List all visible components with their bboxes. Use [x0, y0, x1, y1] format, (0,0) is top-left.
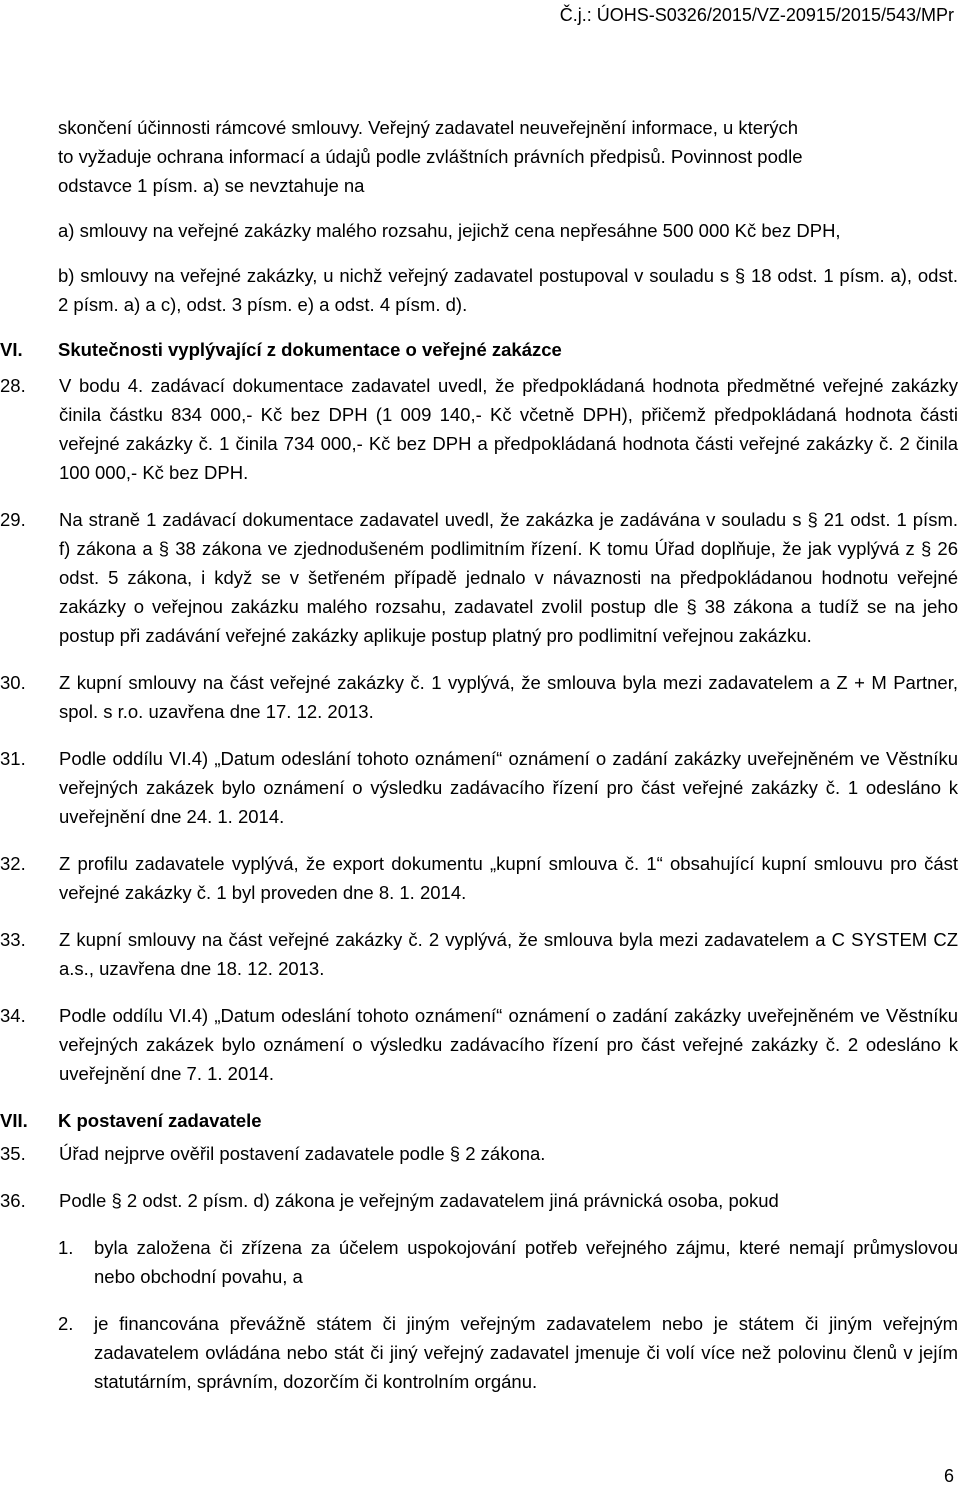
- paragraph-number: 36.: [0, 1190, 26, 1211]
- condition-item-1: [58, 1233, 958, 1291]
- paragraph-number: 31.: [0, 748, 26, 769]
- paragraph-number: 33.: [0, 929, 26, 950]
- intro-line-1: skončení účinnosti rámcové smlouvy. Veřejný zadavatel neuveřejnění informace, u kterých: [58, 117, 799, 138]
- paragraph-28: [0, 371, 958, 487]
- paragraph-29: [0, 505, 958, 650]
- section-title: Skutečnosti vyplývající z dokumentace o veřejné zakázce: [58, 339, 562, 360]
- section-number: VII.: [0, 1110, 28, 1131]
- intro-line-3: odstavce 1 písm. a) se nevztahuje na: [58, 175, 365, 196]
- paragraph-number: 32.: [0, 853, 26, 874]
- paragraph-text: Z kupní smlouvy na část veřejné zakázky č. 2 vyplývá, že smlouva byla mezi zadavatelem a C SYSTEM CZ a.s., uzavřena dne 18. 12. 2013.: [59, 929, 958, 979]
- paragraph-35: [0, 1139, 958, 1168]
- intro-item-b: b) smlouvy na veřejné zakázky, u nichž veřejný zadavatel postupoval v souladu s § 18 odst. 1 písm. a), odst. 2 písm. a) a c), odst. 3 písm. e) a odst. 4 písm. d).: [58, 265, 958, 315]
- document-body: [0, 113, 958, 1396]
- section-title: K postavení zadavatele: [58, 1110, 262, 1131]
- paragraph-text: Podle oddílu VI.4) „Datum odeslání tohoto oznámení“ oznámení o zadání zakázky uveřejněném ve Věstníku veřejných zakázek bylo oznámení o výsledku zadávacího řízení pro část veřejné zakázky č. 1 odesláno k uveřejnění dne 24. 1. 2014.: [59, 748, 958, 827]
- paragraph-text: Z kupní smlouvy na část veřejné zakázky č. 1 vyplývá, že smlouva byla mezi zadavatelem a Z + M Partner, spol. s r.o. uzavřena dne 17. 12. 2013.: [59, 672, 958, 722]
- paragraph-31: [0, 744, 958, 831]
- intro-line-2: to vyžaduje ochrana informací a údajů podle zvláštních právních předpisů. Povinnost podle: [58, 146, 803, 167]
- paragraph-32: [0, 849, 958, 907]
- paragraph-text: Podle § 2 odst. 2 písm. d) zákona je veřejným zadavatelem jiná právnická osoba, pokud: [59, 1190, 779, 1211]
- condition-number: 2.: [58, 1313, 74, 1334]
- paragraph-text: Na straně 1 zadávací dokumentace zadavatel uvedl, že zakázka je zadávána v souladu s § 21 odst. 1 písm. f) zákona a § 38 zákona ve zjednodušeném podlimitním řízení. K tomu Úřad doplňuje, že jak vyplývá z § 26 odst. 5 zákona, i když se v šetřeném případě jednalo v návaznosti na předpokládanou hodnotu veřejné zakázky o veřejnou zakázku malého rozsahu, zadavatel zvolil postup dle § 38 zákona a tudíž se na jeho postup při zadávání veřejné zakázky aplikuje postup platný pro podlimitní veřejnou zakázku.: [59, 509, 958, 646]
- paragraph-30: [0, 668, 958, 726]
- condition-number: 1.: [58, 1237, 74, 1258]
- section-heading-vii: [0, 1106, 958, 1135]
- paragraph-text: Úřad nejprve ověřil postavení zadavatele podle § 2 zákona.: [59, 1143, 546, 1164]
- document-reference: Č.j.: ÚOHS-S0326/2015/VZ-20915/2015/543/MPr: [559, 5, 954, 25]
- paragraph-number: 35.: [0, 1143, 26, 1164]
- paragraph-36: [0, 1186, 958, 1215]
- paragraph-number: 29.: [0, 509, 26, 530]
- condition-text: je financována převážně státem či jiným veřejným zadavatelem nebo je státem či jiným veřejným zadavatelem ovládána nebo stát či jiný veřejný zadavatel jmenuje či volí více než polovinu členů v jejím statutárním, správním, dozorčím či kontrolním orgánu.: [94, 1313, 958, 1392]
- page-number: 6: [943, 1466, 954, 1486]
- intro-item-a: a) smlouvy na veřejné zakázky malého rozsahu, jejichž cena nepřesáhne 500 000 Kč bez DPH,: [58, 220, 841, 241]
- condition-text: byla založena či zřízena za účelem uspokojování potřeb veřejného zájmu, které nemají průmyslovou nebo obchodní povahu, a: [94, 1237, 958, 1287]
- paragraph-text: Z profilu zadavatele vyplývá, že export dokumentu „kupní smlouva č. 1“ obsahující kupní smlouvu pro část veřejné zakázky č. 1 byl proveden dne 8. 1. 2014.: [59, 853, 958, 903]
- paragraph-number: 30.: [0, 672, 26, 693]
- paragraph-text: V bodu 4. zadávací dokumentace zadavatel uvedl, že předpokládaná hodnota předmětné veřejné zakázky činila částku 834 000,- Kč bez DPH (1 009 140,- Kč včetně DPH), přičemž předpokládaná hodnota části veřejné zakázky č. 1 činila 734 000,- Kč bez DPH a předpokládaná hodnota části veřejné zakázky č. 2 činila 100 000,- Kč bez DPH.: [59, 375, 958, 483]
- paragraph-number: 28.: [0, 375, 26, 396]
- section-heading-vi: [0, 335, 958, 364]
- paragraph-34: [0, 1001, 958, 1088]
- paragraph-text: Podle oddílu VI.4) „Datum odeslání tohoto oznámení“ oznámení o zadání zakázky uveřejněném ve Věstníku veřejných zakázek bylo oznámení o výsledku zadávacího řízení pro část veřejné zakázky č. 2 odesláno k uveřejnění dne 7. 1. 2014.: [59, 1005, 958, 1084]
- condition-item-2: [58, 1309, 958, 1396]
- section-number: VI.: [0, 339, 23, 360]
- paragraph-33: [0, 925, 958, 983]
- paragraph-number: 34.: [0, 1005, 26, 1026]
